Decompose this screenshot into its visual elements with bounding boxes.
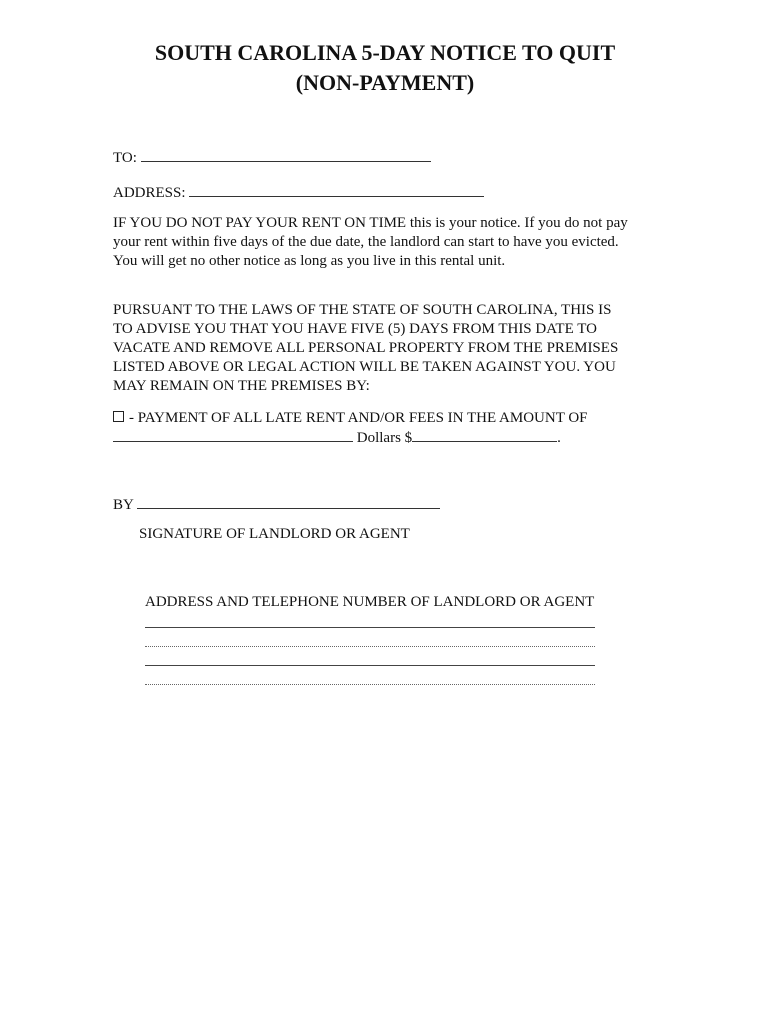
landlord-address-line-1[interactable]: [145, 627, 595, 628]
to-field-row: [113, 147, 431, 168]
landlord-address-line-4[interactable]: [145, 684, 595, 685]
address-input-line[interactable]: [189, 182, 484, 197]
address-label: ADDRESS:: [113, 185, 186, 201]
to-input-line[interactable]: [141, 147, 431, 162]
payment-option-row: [113, 408, 588, 428]
by-label: BY: [113, 497, 134, 513]
landlord-address-line-2[interactable]: [145, 646, 595, 647]
document-title: SOUTH CAROLINA 5-DAY NOTICE TO QUIT: [154, 40, 616, 65]
document-subtitle: (NON-PAYMENT): [295, 70, 475, 95]
amount-dollars-line[interactable]: [412, 427, 557, 442]
landlord-address-line-3[interactable]: [145, 665, 595, 666]
payment-option-label: - PAYMENT OF ALL LATE RENT AND/OR FEES IN THE AMOUNT OF: [129, 410, 588, 426]
dollars-label: Dollars $: [356, 430, 413, 446]
amount-row: [113, 427, 561, 448]
pursuant-paragraph: PURSUANT TO THE LAWS OF THE STATE OF SOUTH CAROLINA, THIS IS TO ADVISE YOU THAT YOU HAVE FIVE (5) DAYS FROM THIS DATE TO VACATE AND REMOVE ALL PERSONAL PROPERTY FROM THE PREMISES LISTED ABOVE OR LEGAL ACTION WILL BE TAKEN AGAINST YOU. YOU MAY REMAIN ON THE PREMISES BY:: [113, 302, 619, 394]
by-row: [113, 494, 440, 515]
signature-line[interactable]: [137, 494, 440, 509]
period-mark: .: [557, 430, 561, 446]
landlord-address-label: ADDRESS AND TELEPHONE NUMBER OF LANDLORD OR AGENT: [145, 594, 595, 610]
signature-label: SIGNATURE OF LANDLORD OR AGENT: [139, 526, 410, 542]
address-field-row: [113, 182, 484, 203]
amount-words-line[interactable]: [113, 427, 353, 442]
notice-paragraph: IF YOU DO NOT PAY YOUR RENT ON TIME this is your notice. If you do not pay your rent within five days of the due date, the landlord can start to have you evicted. You will get no other notice as long as you live in this rental unit.: [113, 215, 628, 269]
payment-checkbox[interactable]: [113, 411, 124, 422]
to-label: TO:: [113, 150, 137, 166]
